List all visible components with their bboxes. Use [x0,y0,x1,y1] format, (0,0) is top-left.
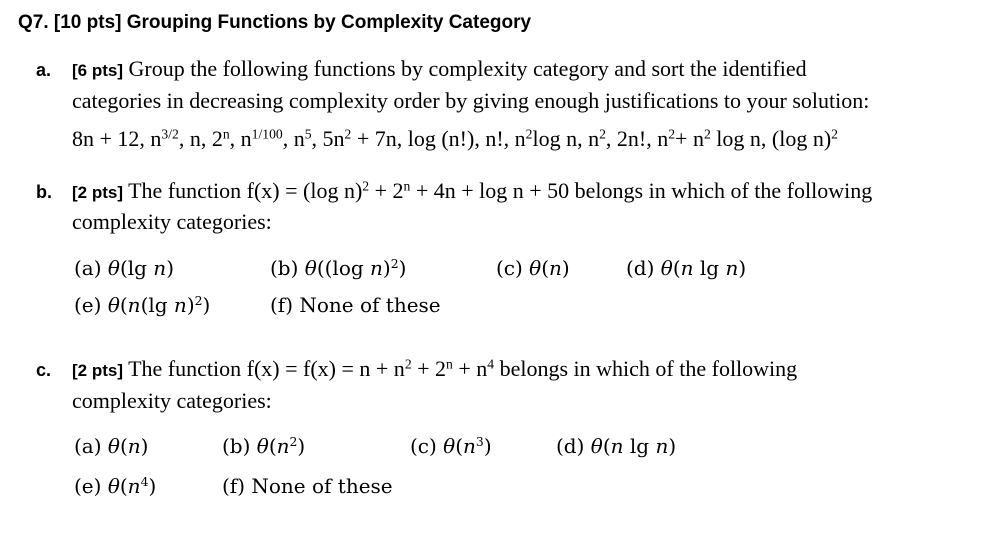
part-c-text-1: The function $f(x) = f(x) = n + n^2 + 2^n + n^4$ belongs in which of the following [123,356,798,381]
part-b-choice-c[interactable]: (c) θ(n) [496,256,570,280]
part-a-function-list: 8n + 12, $n^{3/2}$, n, 2$^n$, $n^{1/100}$, $n^5$, $5n^2 + 7n$, log (n!), n!, $n^2\log$ n, $n^2$, 2n!, $n^2+ n^2$ log n, (log n)$^2$ [72,126,838,151]
part-b-choice-f[interactable]: (f) None of these [270,293,441,317]
part-b-label: b. [36,182,52,202]
part-c-label: c. [36,360,52,380]
part-a-line-2: categories in decreasing complexity order by giving enough justifications to your solution: [72,88,870,113]
part-c-choice-c[interactable]: (c) $\theta(n^3)$ [410,434,492,458]
part-c-choice-f[interactable]: (f) None of these [222,474,393,498]
part-b-choice-e[interactable]: (e) θ(n(lg n)$^2$) [74,293,211,317]
part-c-choice-b[interactable]: (b) $\theta(n^2)$ [222,434,306,458]
part-b-line-2: complexity categories: [72,209,272,234]
part-c-choice-e[interactable]: (e) $\theta(n^4)$ [74,474,157,498]
part-a-text-1: Group the following functions by complexity category and sort the identified [123,56,807,81]
part-c-line-1 [72,355,797,385]
question-title: Q7. [10 pts] Grouping Functions by Complexity Category [18,12,532,33]
part-c-points: [2 pts] [72,361,123,380]
part-b-choice-d[interactable]: (d) θ(n lg n) [626,256,747,280]
part-c-line-2: complexity categories: [72,388,272,413]
part-b-text-1: The function f(x) = (log $n)^2 + 2^n + 4n + \log n + 50$ belongs in which of the following [123,178,873,203]
part-b-line-1 [72,177,872,207]
part-a-points: [6 pts] [72,61,123,80]
part-b-choice-b[interactable]: (b) θ((log n)$^2$) [270,256,407,280]
part-a-label: a. [36,60,52,80]
part-c-choice-d[interactable]: (d) θ(n lg n) [556,434,677,458]
part-a-line-1 [72,55,807,85]
part-b-choice-a[interactable]: (a) θ(lg n) [74,256,174,280]
part-b-points: [2 pts] [72,183,123,202]
part-c-choice-a[interactable]: (a) θ(n) [74,434,149,458]
